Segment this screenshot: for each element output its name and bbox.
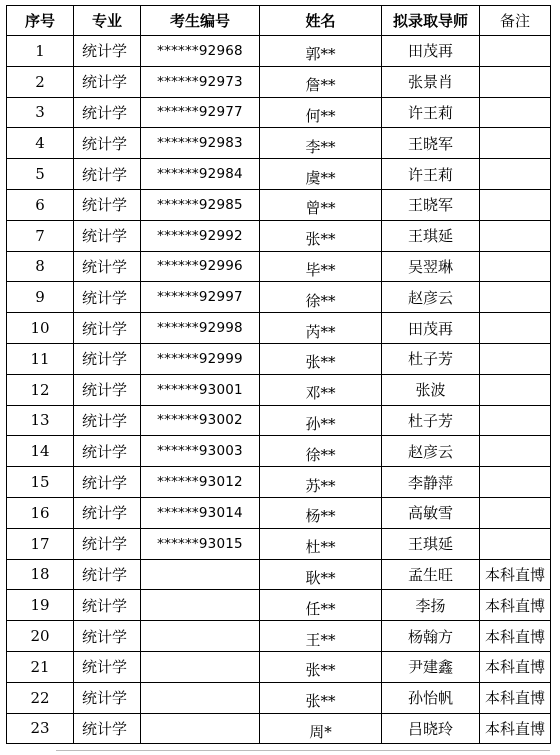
bottom-divider xyxy=(56,750,550,751)
row-name-text: 毕** xyxy=(305,260,336,279)
row-advisor-text: 吴翌琳 xyxy=(407,257,453,276)
row-number-text: 17 xyxy=(30,534,50,553)
row-name-text: 邓** xyxy=(305,384,336,403)
row-exam-id xyxy=(141,220,260,251)
row-number xyxy=(7,282,74,313)
row-advisor xyxy=(382,128,480,159)
row-number-text: 18 xyxy=(30,565,50,584)
row-number xyxy=(7,313,74,344)
row-exam-id xyxy=(141,36,260,67)
row-advisor-text: 田茂再 xyxy=(407,42,453,61)
row-exam-id xyxy=(141,189,260,220)
row-major-text: 统计学 xyxy=(82,73,128,92)
row-advisor-text: 吕晓玲 xyxy=(407,719,453,738)
row-major-text: 统计学 xyxy=(82,134,128,153)
row-major xyxy=(74,313,141,344)
row-name xyxy=(260,682,382,713)
row-name xyxy=(260,66,382,97)
row-advisor-text: 王晓军 xyxy=(407,196,453,215)
row-exam-id xyxy=(141,159,260,190)
row-name-text: 芮** xyxy=(305,322,336,341)
row-major xyxy=(74,621,141,652)
row-advisor xyxy=(382,497,480,528)
row-number-text: 22 xyxy=(30,688,50,707)
row-note xyxy=(480,66,551,97)
row-number-text: 23 xyxy=(30,719,50,738)
row-number-text: 5 xyxy=(35,165,45,184)
row-note-text: 本科直博 xyxy=(484,627,545,646)
table-row xyxy=(7,590,551,621)
table-row xyxy=(7,713,551,744)
row-number-text: 14 xyxy=(30,442,50,461)
row-name xyxy=(260,189,382,220)
table-row xyxy=(7,374,551,405)
row-advisor xyxy=(382,713,480,744)
row-note xyxy=(480,343,551,374)
row-exam-id xyxy=(141,282,260,313)
row-number-text: 13 xyxy=(30,411,50,430)
row-advisor-text: 许王莉 xyxy=(407,103,453,122)
row-major-text: 统计学 xyxy=(82,596,128,615)
row-name xyxy=(260,713,382,744)
table-row xyxy=(7,36,551,67)
table-row xyxy=(7,189,551,220)
row-name xyxy=(260,343,382,374)
row-advisor-text: 杜子芳 xyxy=(407,411,453,430)
row-number-text: 8 xyxy=(35,257,45,276)
row-advisor xyxy=(382,343,480,374)
table-row xyxy=(7,559,551,590)
row-note-text: 本科直博 xyxy=(484,596,545,615)
row-advisor-text: 田茂再 xyxy=(407,319,453,338)
row-major-text: 统计学 xyxy=(82,350,128,369)
row-number-text: 16 xyxy=(30,503,50,522)
row-exam-id-text: ******92977 xyxy=(157,104,243,121)
row-advisor-text: 李扬 xyxy=(415,596,446,615)
row-major-text: 统计学 xyxy=(82,689,128,708)
row-major-text: 统计学 xyxy=(82,627,128,646)
row-number xyxy=(7,682,74,713)
row-exam-id xyxy=(141,559,260,590)
row-name xyxy=(260,497,382,528)
row-note xyxy=(480,528,551,559)
row-name-text: 张** xyxy=(305,230,336,249)
row-note xyxy=(480,651,551,682)
row-note-text: 本科直博 xyxy=(484,658,545,677)
table-row xyxy=(7,128,551,159)
row-major xyxy=(74,36,141,67)
row-advisor-text: 尹建鑫 xyxy=(407,658,453,677)
row-name xyxy=(260,374,382,405)
row-note xyxy=(480,313,551,344)
row-number-text: 12 xyxy=(30,380,50,399)
row-exam-id xyxy=(141,343,260,374)
row-exam-id xyxy=(141,313,260,344)
row-number xyxy=(7,651,74,682)
row-number xyxy=(7,436,74,467)
row-major-text: 统计学 xyxy=(82,165,128,184)
row-major xyxy=(74,682,141,713)
row-exam-id-text: ******92998 xyxy=(157,320,243,337)
row-name xyxy=(260,282,382,313)
row-advisor xyxy=(382,220,480,251)
table-row xyxy=(7,66,551,97)
row-name xyxy=(260,159,382,190)
row-note xyxy=(480,559,551,590)
header-exam-id: 考生编号 xyxy=(141,6,260,36)
row-number xyxy=(7,621,74,652)
table-row xyxy=(7,497,551,528)
row-number-text: 7 xyxy=(35,226,45,245)
row-exam-id-text: ******93003 xyxy=(157,443,243,460)
row-note xyxy=(480,189,551,220)
row-major-text: 统计学 xyxy=(82,288,128,307)
row-exam-id xyxy=(141,405,260,436)
row-name xyxy=(260,559,382,590)
row-exam-id xyxy=(141,66,260,97)
row-number xyxy=(7,467,74,498)
row-note xyxy=(480,436,551,467)
table-row xyxy=(7,220,551,251)
row-number-text: 21 xyxy=(30,657,50,676)
row-major xyxy=(74,374,141,405)
row-number xyxy=(7,128,74,159)
row-note xyxy=(480,590,551,621)
row-major-text: 统计学 xyxy=(82,442,128,461)
header-no: 序号 xyxy=(7,6,74,36)
row-name xyxy=(260,251,382,282)
row-note xyxy=(480,251,551,282)
row-advisor-text: 孙怡帆 xyxy=(407,689,453,708)
row-exam-id-text: ******92997 xyxy=(157,289,243,306)
row-exam-id xyxy=(141,590,260,621)
row-advisor xyxy=(382,282,480,313)
header-note: 备注 xyxy=(480,6,551,36)
row-major-text: 统计学 xyxy=(82,719,128,738)
row-number-text: 15 xyxy=(30,473,50,492)
row-major xyxy=(74,343,141,374)
row-name-text: 徐** xyxy=(305,291,336,310)
row-number xyxy=(7,559,74,590)
row-number-text: 9 xyxy=(35,288,45,307)
row-number-text: 10 xyxy=(30,319,50,338)
row-exam-id-text: ******92999 xyxy=(157,350,243,367)
row-major-text: 统计学 xyxy=(82,473,128,492)
row-exam-id xyxy=(141,682,260,713)
row-number-text: 11 xyxy=(30,349,50,368)
row-major xyxy=(74,436,141,467)
row-advisor xyxy=(382,405,480,436)
row-name-text: 周* xyxy=(309,722,332,741)
row-number xyxy=(7,220,74,251)
row-number-text: 2 xyxy=(35,72,45,91)
row-exam-id xyxy=(141,621,260,652)
row-note xyxy=(480,467,551,498)
row-number xyxy=(7,189,74,220)
row-exam-id xyxy=(141,251,260,282)
row-advisor xyxy=(382,97,480,128)
row-note xyxy=(480,220,551,251)
row-name-text: 曾** xyxy=(305,199,336,218)
table-row xyxy=(7,621,551,652)
row-note xyxy=(480,282,551,313)
row-note xyxy=(480,159,551,190)
row-number xyxy=(7,66,74,97)
row-name xyxy=(260,313,382,344)
row-advisor xyxy=(382,528,480,559)
row-name-text: 孙** xyxy=(305,414,336,433)
row-number xyxy=(7,713,74,744)
row-note-text: 本科直博 xyxy=(484,565,545,584)
table-row xyxy=(7,282,551,313)
row-advisor-text: 张景肖 xyxy=(407,73,453,92)
row-advisor xyxy=(382,590,480,621)
row-number xyxy=(7,36,74,67)
row-note-text: 本科直博 xyxy=(484,689,545,708)
table-row xyxy=(7,405,551,436)
row-exam-id xyxy=(141,713,260,744)
table-row xyxy=(7,528,551,559)
row-exam-id xyxy=(141,497,260,528)
table-row xyxy=(7,436,551,467)
row-exam-id xyxy=(141,528,260,559)
row-number xyxy=(7,251,74,282)
row-exam-id-text: ******93001 xyxy=(157,381,243,398)
row-major xyxy=(74,590,141,621)
row-exam-id xyxy=(141,467,260,498)
row-name-text: 杨** xyxy=(305,507,336,526)
row-note xyxy=(480,497,551,528)
row-number xyxy=(7,159,74,190)
row-name-text: 郭** xyxy=(305,45,336,64)
row-name-text: 詹** xyxy=(305,76,336,95)
row-major xyxy=(74,713,141,744)
header-major: 专业 xyxy=(74,6,141,36)
row-major xyxy=(74,128,141,159)
row-name xyxy=(260,220,382,251)
row-major xyxy=(74,189,141,220)
row-advisor xyxy=(382,189,480,220)
row-major-text: 统计学 xyxy=(82,196,128,215)
row-name xyxy=(260,651,382,682)
row-advisor xyxy=(382,467,480,498)
row-exam-id xyxy=(141,651,260,682)
row-advisor xyxy=(382,36,480,67)
table-row xyxy=(7,651,551,682)
row-number-text: 3 xyxy=(35,103,45,122)
row-number xyxy=(7,528,74,559)
row-name-text: 何** xyxy=(305,106,336,125)
row-major-text: 统计学 xyxy=(82,535,128,554)
row-major-text: 统计学 xyxy=(82,381,128,400)
row-name xyxy=(260,621,382,652)
row-exam-id xyxy=(141,128,260,159)
row-major xyxy=(74,559,141,590)
row-advisor-text: 李静萍 xyxy=(407,473,453,492)
row-name-text: 杜** xyxy=(305,538,336,557)
row-exam-id-text: ******93012 xyxy=(157,474,243,491)
row-advisor-text: 张波 xyxy=(415,381,446,400)
row-advisor-text: 高敏雪 xyxy=(407,504,453,523)
row-major-text: 统计学 xyxy=(82,411,128,430)
header-advisor: 拟录取导师 xyxy=(382,6,480,36)
row-number xyxy=(7,97,74,128)
row-note-text: 本科直博 xyxy=(484,719,545,738)
table-row xyxy=(7,682,551,713)
row-name xyxy=(260,405,382,436)
row-number xyxy=(7,590,74,621)
table-row xyxy=(7,313,551,344)
row-advisor xyxy=(382,374,480,405)
row-major-text: 统计学 xyxy=(82,319,128,338)
row-exam-id xyxy=(141,436,260,467)
row-advisor xyxy=(382,66,480,97)
row-advisor xyxy=(382,559,480,590)
row-name xyxy=(260,528,382,559)
row-major xyxy=(74,405,141,436)
row-name xyxy=(260,590,382,621)
row-major-text: 统计学 xyxy=(82,42,128,61)
admission-table xyxy=(6,5,551,744)
row-major xyxy=(74,159,141,190)
row-advisor-text: 王琪延 xyxy=(407,227,453,246)
row-advisor xyxy=(382,159,480,190)
row-note xyxy=(480,374,551,405)
row-name-text: 张** xyxy=(305,353,336,372)
row-advisor-text: 王晓军 xyxy=(407,134,453,153)
row-number xyxy=(7,343,74,374)
row-name-text: 张** xyxy=(305,692,336,711)
row-name-text: 虞** xyxy=(305,168,336,187)
row-exam-id-text: ******92968 xyxy=(157,42,243,59)
row-exam-id-text: ******93015 xyxy=(157,535,243,552)
row-major xyxy=(74,220,141,251)
row-name-text: 李** xyxy=(305,137,336,156)
row-advisor xyxy=(382,251,480,282)
table-row xyxy=(7,251,551,282)
header-name: 姓名 xyxy=(260,6,382,36)
row-number xyxy=(7,374,74,405)
row-note xyxy=(480,405,551,436)
row-exam-id xyxy=(141,374,260,405)
row-name-text: 张** xyxy=(305,661,336,680)
row-major xyxy=(74,66,141,97)
row-major-text: 统计学 xyxy=(82,504,128,523)
row-exam-id-text: ******93002 xyxy=(157,412,243,429)
row-number xyxy=(7,497,74,528)
table-row xyxy=(7,467,551,498)
row-number xyxy=(7,405,74,436)
row-major-text: 统计学 xyxy=(82,565,128,584)
row-exam-id-text: ******92983 xyxy=(157,135,243,152)
row-advisor-text: 赵彦云 xyxy=(407,442,453,461)
row-note xyxy=(480,36,551,67)
row-note xyxy=(480,713,551,744)
row-name xyxy=(260,97,382,128)
row-advisor xyxy=(382,621,480,652)
row-major xyxy=(74,651,141,682)
row-number-text: 6 xyxy=(35,195,45,214)
row-advisor-text: 赵彦云 xyxy=(407,288,453,307)
row-note xyxy=(480,682,551,713)
row-number-text: 4 xyxy=(35,134,45,153)
row-advisor-text: 杜子芳 xyxy=(407,350,453,369)
row-note xyxy=(480,621,551,652)
row-number-text: 19 xyxy=(30,596,50,615)
table-row xyxy=(7,97,551,128)
row-name-text: 王** xyxy=(305,630,336,649)
row-exam-id-text: ******92973 xyxy=(157,73,243,90)
row-name-text: 任** xyxy=(305,599,336,618)
row-advisor-text: 孟生旺 xyxy=(407,565,453,584)
row-advisor-text: 许王莉 xyxy=(407,165,453,184)
row-major xyxy=(74,497,141,528)
row-major xyxy=(74,528,141,559)
row-advisor xyxy=(382,682,480,713)
row-number-text: 20 xyxy=(30,627,50,646)
table-row xyxy=(7,343,551,374)
row-exam-id-text: ******92996 xyxy=(157,258,243,275)
row-name-text: 徐** xyxy=(305,445,336,464)
table-row xyxy=(7,159,551,190)
row-note xyxy=(480,128,551,159)
row-number-text: 1 xyxy=(35,41,45,60)
row-major xyxy=(74,97,141,128)
row-major xyxy=(74,251,141,282)
row-advisor-text: 杨翰方 xyxy=(407,627,453,646)
header-row xyxy=(7,6,551,36)
row-advisor xyxy=(382,313,480,344)
row-name xyxy=(260,128,382,159)
row-advisor xyxy=(382,651,480,682)
row-name-text: 耿** xyxy=(305,568,336,587)
row-major xyxy=(74,282,141,313)
row-advisor-text: 王琪延 xyxy=(407,535,453,554)
row-name xyxy=(260,36,382,67)
row-exam-id-text: ******92992 xyxy=(157,227,243,244)
row-major-text: 统计学 xyxy=(82,658,128,677)
row-exam-id-text: ******92985 xyxy=(157,196,243,213)
row-major-text: 统计学 xyxy=(82,257,128,276)
row-advisor xyxy=(382,436,480,467)
row-major-text: 统计学 xyxy=(82,103,128,122)
row-name-text: 苏** xyxy=(305,476,336,495)
row-note xyxy=(480,97,551,128)
row-name xyxy=(260,467,382,498)
row-major xyxy=(74,467,141,498)
row-exam-id xyxy=(141,97,260,128)
row-exam-id-text: ******93014 xyxy=(157,504,243,521)
row-exam-id-text: ******92984 xyxy=(157,166,243,183)
row-name xyxy=(260,436,382,467)
row-major-text: 统计学 xyxy=(82,227,128,246)
